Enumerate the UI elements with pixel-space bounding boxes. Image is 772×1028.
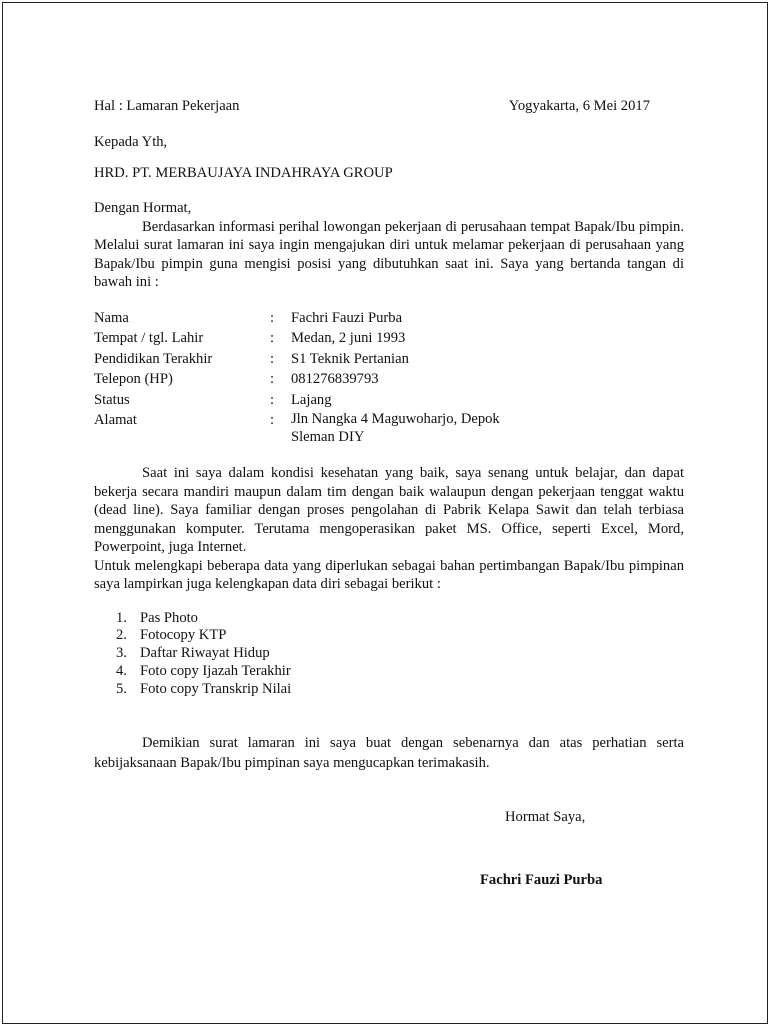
letter-page — [2, 2, 768, 1024]
list-number: 2. — [116, 627, 127, 644]
list-text: Pas Photo — [140, 609, 198, 626]
bio-label: Telepon (HP) — [94, 371, 173, 387]
list-item — [116, 610, 684, 628]
list-number: 4. — [116, 662, 127, 679]
bio-row-status — [94, 390, 684, 411]
list-item — [116, 627, 684, 645]
bio-table — [94, 308, 684, 447]
bio-label: Status — [94, 391, 130, 408]
bio-colon: : — [270, 391, 275, 408]
list-text: Foto copy Ijazah Terakhir — [140, 662, 291, 679]
list-item — [116, 681, 684, 699]
list-text: Fotocopy KTP — [140, 627, 227, 644]
bio-value: 081276839793 — [291, 371, 379, 387]
place-date: Yogyakarta, 6 Mei 2017 — [508, 98, 650, 114]
bio-value: Lajang — [291, 391, 332, 408]
recipient: HRD. PT. MERBAUJAYA INDAHRAYA GROUP — [94, 165, 393, 181]
letter-body — [94, 96, 684, 773]
list-number: 5. — [116, 680, 127, 697]
bio-label: Nama — [94, 309, 129, 326]
list-item — [116, 645, 684, 663]
bio-value: Fachri Fauzi Purba — [291, 309, 403, 326]
list-number: 3. — [116, 645, 127, 662]
intro-paragraph: Berdasarkan informasi perihal lowongan pekerjaan di perusahaan tempat Bapak/Ibu pimpin. Melalui surat lamaran ini saya ingin mengajukan diri untuk melamar pekerjaan di perusahaan yang Bapak/Ibu pimpin guna mengisi posisi yang dibutuhkan saat ini. Saya yang bertanda tangan di bawah ini : — [94, 218, 684, 290]
list-text: Daftar Riwayat Hidup — [140, 645, 270, 662]
bio-colon: : — [270, 309, 275, 326]
bio-value: Medan, 2 juni 1993 — [291, 330, 406, 346]
bio-row-phone — [94, 369, 684, 390]
subject-line: Hal : Lamaran Pekerjaan — [94, 98, 240, 114]
address-line-1: Jln Nangka 4 Maguwoharjo, Depok — [291, 411, 500, 427]
list-item — [116, 663, 684, 681]
bio-colon: : — [270, 412, 275, 428]
bio-colon: : — [270, 371, 275, 387]
bio-colon: : — [270, 330, 275, 346]
list-text: Foto copy Transkrip Nilai — [140, 680, 292, 697]
bio-row-address — [94, 410, 684, 446]
signer-name: Fachri Fauzi Purba — [480, 872, 603, 888]
bio-row-name — [94, 308, 684, 329]
greeting: Dengan Hormat, — [94, 200, 192, 216]
regards: Hormat Saya, — [505, 809, 586, 825]
bio-row-education — [94, 349, 684, 370]
body-paragraph-2: Untuk melengkapi beberapa data yang diperlukan sebagai bahan pertimbangan Bapak/Ibu pimpinan saya lampirkan juga kelengkapan data diri sebagai berikut : — [94, 557, 684, 592]
bio-value: S1 Teknik Pertanian — [291, 350, 409, 367]
list-number: 1. — [116, 609, 127, 626]
bio-row-birth — [94, 328, 684, 349]
bio-label: Tempat / tgl. Lahir — [94, 330, 204, 346]
bio-label: Alamat — [94, 412, 137, 428]
bio-label: Pendidikan Terakhir — [94, 350, 213, 367]
bio-colon: : — [270, 350, 275, 367]
body-paragraph-1: Saat ini saya dalam kondisi kesehatan yang baik, saya senang untuk belajar, dan dapat bekerja secara mandiri maupun dalam tim dengan baik walaupun dengan pekerjaan tenggat waktu (dead line). Saya familiar dengan proses pengolahan di Pabrik Kelapa Sawit dan telah terbiasa menggunakan komputer. Terutama mengoperasikan paket MS. Office, seperti Excel, Mord, Powerpoint, juga Internet. — [94, 465, 684, 555]
attachment-list — [94, 610, 684, 699]
to-label: Kepada Yth, — [94, 134, 168, 150]
bio-value-address — [291, 410, 684, 446]
closing-paragraph: Demikian surat lamaran ini saya buat dengan sebenarnya dan atas perhatian serta kebijaksanaan Bapak/Ibu pimpinan saya mengucapkan terimakasih. — [94, 735, 684, 772]
letter-header — [94, 96, 650, 116]
address-line-2: Sleman DIY — [291, 429, 365, 445]
